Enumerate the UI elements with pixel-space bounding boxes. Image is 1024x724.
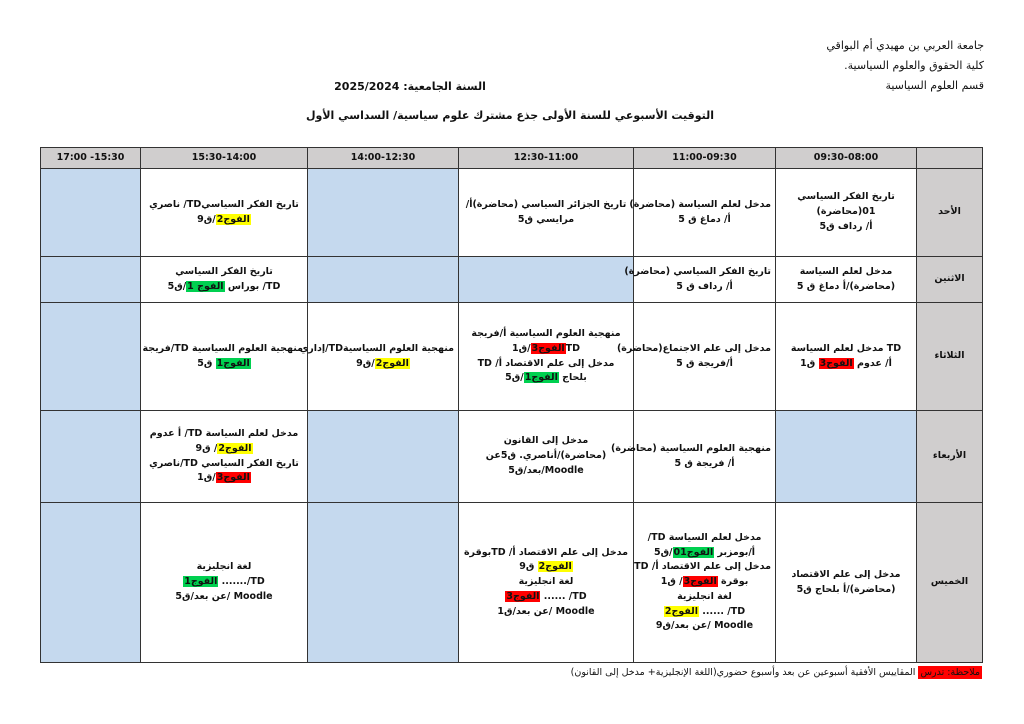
session-text: لغة انجليزية <box>196 561 252 573</box>
session-text: منهجية العلوم السياسية (محاضرة) <box>610 442 771 454</box>
session-text: مدخل لعلم السياسة TD/ <box>647 531 762 543</box>
group-badge: الفوج3 <box>531 342 565 354</box>
session-line <box>145 590 303 605</box>
session-text: أ/ دماغ ق 5 <box>678 213 731 225</box>
group-badge: الفوج2 <box>216 213 250 225</box>
empty-slot <box>41 257 141 303</box>
empty-slot <box>41 503 141 663</box>
session-text: بلحاج <box>558 372 587 384</box>
schedule-note <box>571 667 982 678</box>
group-badge: الفوج3 <box>506 590 540 602</box>
time-slot-header-row <box>41 148 983 169</box>
session-line <box>638 357 771 372</box>
session-text: ق1 <box>800 357 819 369</box>
session-line <box>145 471 303 486</box>
class-session <box>776 169 917 257</box>
session-line <box>463 560 629 575</box>
session-line <box>463 605 629 620</box>
class-session <box>459 411 634 503</box>
class-session <box>141 503 308 663</box>
session-line <box>638 605 771 620</box>
department-name: قسم العلوم السياسية <box>885 79 984 92</box>
class-session <box>141 257 308 303</box>
session-text: ق5 <box>197 357 216 369</box>
group-badge: الفوج1 <box>216 357 250 369</box>
empty-slot <box>308 411 459 503</box>
session-text: TD <box>565 342 581 354</box>
session-text: Moodle /عن بعد/ق5 <box>175 590 273 602</box>
session-line <box>142 342 303 357</box>
day-row <box>41 503 983 663</box>
group-badge: الفوج2 <box>664 605 698 617</box>
session-text: منهجية العلوم السياسية أ/فريجة <box>471 328 621 340</box>
session-text: تاريخ الفكر السياسي (محاضرة) <box>624 265 771 277</box>
session-line <box>780 265 912 280</box>
session-line <box>610 442 771 457</box>
session-text: تاريخ الفكر السياسي <box>175 265 273 277</box>
session-line <box>145 280 303 295</box>
session-text: منهجية العلوم السياسيةTD/إداري <box>299 342 454 354</box>
session-line <box>638 575 771 590</box>
session-text: مدخل لعلم السياسة (محاضرة) <box>629 198 771 210</box>
session-text: مدخل إلى علم الاقتصاد أ/ TD <box>634 561 771 573</box>
session-line <box>780 190 912 205</box>
session-text: /ق5 <box>505 372 524 384</box>
session-line <box>463 464 629 479</box>
day-row <box>41 169 983 257</box>
day-row <box>41 257 983 303</box>
academic-year: السنة الجامعية: 2025/2024 <box>334 80 486 93</box>
session-text: TD/ بوراس <box>224 280 281 292</box>
session-text: أ/ عدوم <box>853 357 892 369</box>
session-text: TD/ ...... <box>540 590 587 602</box>
class-session <box>629 169 776 257</box>
session-text: / ق9 <box>195 442 218 454</box>
note-text: المقاييس الأفقية أسبوعين عن بعد وأسبوع حضوري(اللغة الإنجليزية+ مدخل إلى القانون) <box>570 667 919 678</box>
session-line <box>145 457 303 472</box>
session-text: مرايسي ق5 <box>517 213 575 225</box>
class-session <box>776 503 917 663</box>
day-label: الاثنين <box>917 257 983 303</box>
class-session <box>634 503 776 663</box>
session-text: لغة انجليزية <box>677 590 732 602</box>
schedule-title: التوقيت الأسبوعي للسنة الأولى جذع مشترك علوم سياسية/ السداسي الأول <box>305 109 715 122</box>
session-text: مدخل إلى علم الاجتماع(محاضرة) <box>616 342 771 354</box>
session-line <box>638 280 771 295</box>
empty-slot <box>308 169 459 257</box>
session-line <box>629 198 771 213</box>
session-line <box>638 457 771 472</box>
session-text: تاريخ الجزائر السياسي (محاضرة)أ/ <box>465 198 627 210</box>
session-line <box>463 357 629 372</box>
session-text: (محاضرة)/أناصري. ق5عن <box>485 450 607 462</box>
session-line <box>145 575 303 590</box>
session-line <box>145 265 303 280</box>
session-line <box>312 357 454 372</box>
session-text: مدخل إلى القانون <box>503 435 589 447</box>
class-session <box>610 411 776 503</box>
session-line <box>638 619 771 634</box>
session-text: أ/بومزبر <box>714 546 756 558</box>
session-line <box>634 560 771 575</box>
time-slot-header: 09:30-08:00 <box>776 148 917 169</box>
session-line <box>299 342 454 357</box>
empty-slot <box>41 411 141 503</box>
session-text: منهجية العلوم السياسية TD/فريجة <box>142 342 303 354</box>
time-slot-header: 12:30-11:00 <box>459 148 634 169</box>
group-badge: الفوج01 <box>673 546 714 558</box>
session-line <box>780 205 912 220</box>
session-line <box>780 220 912 235</box>
session-text: 01(محاضرة) <box>816 206 876 218</box>
session-line <box>463 327 629 342</box>
class-session <box>141 411 308 503</box>
session-text: Moodle /عن بعد/ق9 <box>655 620 754 632</box>
day-label: الثلاثاء <box>917 303 983 411</box>
institution-header <box>826 36 984 96</box>
group-badge: الفوج1 <box>184 576 218 588</box>
session-line <box>780 583 912 598</box>
session-text: تاريخ الفكر السياسي <box>797 191 895 203</box>
empty-slot <box>776 411 917 503</box>
day-row <box>41 303 983 411</box>
university-name: جامعة العربي بن مهيدي أم البواقي <box>826 39 984 52</box>
empty-slot <box>308 257 459 303</box>
session-line <box>463 590 629 605</box>
session-text: أ/فريجة ق 5 <box>676 357 733 369</box>
session-text: /ق1 <box>197 472 216 484</box>
session-line <box>463 342 629 357</box>
session-line <box>780 568 912 583</box>
session-line <box>616 342 771 357</box>
note-label: ملاحظة: تدرس <box>920 667 980 678</box>
session-text: Moodle /عن بعد/ق1 <box>497 605 595 617</box>
session-text: مدخل لعلم السياسة TD/ أ عدوم <box>149 428 299 440</box>
time-slot-header: 15:30-14:00 <box>141 148 308 169</box>
session-text: بوقرة <box>717 576 749 588</box>
class-session <box>141 169 308 257</box>
group-badge: الفوج3 <box>819 357 853 369</box>
group-badge: الفوج2 <box>375 357 409 369</box>
session-line <box>463 449 629 464</box>
session-text: /ق5 <box>167 280 187 292</box>
class-session <box>624 257 776 303</box>
session-text: (محاضرة)/أ بلحاج ق5 <box>796 583 896 595</box>
session-line <box>145 427 303 442</box>
empty-slot <box>41 303 141 411</box>
session-line <box>145 357 303 372</box>
session-text: Moodle/بعد/ق5 <box>508 464 584 476</box>
session-text: لغة انجليزية <box>518 576 574 588</box>
group-badge: الفوج 1 <box>187 280 224 292</box>
class-session <box>616 303 776 411</box>
session-line <box>780 280 912 295</box>
group-badge: الفوج3 <box>216 472 250 484</box>
day-label: الخميس <box>917 503 983 663</box>
group-badge: الفوج2 <box>538 561 572 573</box>
session-text: /ق5 <box>653 546 673 558</box>
session-line <box>145 560 303 575</box>
session-line <box>780 342 912 357</box>
session-text: /ق9 <box>197 213 216 225</box>
time-slot-header: 17:00 -15:30 <box>41 148 141 169</box>
session-line <box>463 575 629 590</box>
session-line <box>145 198 303 213</box>
session-text: أ/ فريجة ق 5 <box>674 457 735 469</box>
empty-slot <box>41 169 141 257</box>
session-text: أ/ رداف ق 5 <box>676 280 733 292</box>
session-line <box>463 371 629 386</box>
class-session <box>299 303 459 411</box>
day-label: الأحد <box>917 169 983 257</box>
session-line <box>638 531 771 546</box>
faculty-name: كلية الحقوق والعلوم السياسية. <box>844 59 984 72</box>
session-line <box>638 213 771 228</box>
group-badge: الفوج3 <box>683 576 717 588</box>
class-session <box>459 303 634 411</box>
class-session <box>141 303 308 411</box>
session-line <box>638 590 771 605</box>
session-line <box>145 213 303 228</box>
session-text: تاريخ الفكر السياسيTD/ ناصري <box>149 198 299 210</box>
session-text: تاريخ الفكر السياسي TD/ناصري <box>149 457 299 469</box>
session-line <box>463 434 629 449</box>
session-text: TD/....... <box>218 576 265 588</box>
session-text: مدخل إلى علم الاقتصاد أ/ TD <box>477 357 615 369</box>
weekly-schedule-table <box>40 147 983 663</box>
day-row <box>41 411 983 503</box>
day-label: الأربعاء <box>917 411 983 503</box>
session-line <box>463 546 629 561</box>
session-text: /ق9 <box>356 357 375 369</box>
session-text: أ/ رداف ق5 <box>819 220 873 232</box>
session-text: TD مدخل لعلم السياسة <box>790 342 902 354</box>
session-line <box>624 265 771 280</box>
session-text: ق9 <box>519 561 538 573</box>
class-session <box>459 169 634 257</box>
time-slot-header: 11:00-09:30 <box>634 148 776 169</box>
session-line <box>780 357 912 372</box>
empty-slot <box>459 257 634 303</box>
class-session <box>776 257 917 303</box>
session-line <box>145 442 303 457</box>
session-text: (محاضرة)/أ دماغ ق 5 <box>796 280 896 292</box>
session-text: مدخل لعلم السياسة <box>799 265 893 277</box>
session-line <box>638 546 771 561</box>
session-text: مدخل إلى علم الاقتصاد <box>791 568 901 580</box>
time-slot-header: 14:00-12:30 <box>308 148 459 169</box>
group-badge: الفوج1 <box>524 372 558 384</box>
session-line <box>463 213 629 228</box>
session-text: TD/ ...... <box>698 605 746 617</box>
corner-cell <box>917 148 983 169</box>
session-line <box>463 198 629 213</box>
empty-slot <box>308 503 459 663</box>
group-badge: الفوج2 <box>218 442 252 454</box>
class-session <box>459 503 634 663</box>
session-text: /ق1 <box>511 342 531 354</box>
class-session <box>776 303 917 411</box>
session-text: / ق1 <box>660 576 683 588</box>
session-text: مدخل إلى علم الاقتصاد أ/ TDبوقرة <box>463 546 629 558</box>
